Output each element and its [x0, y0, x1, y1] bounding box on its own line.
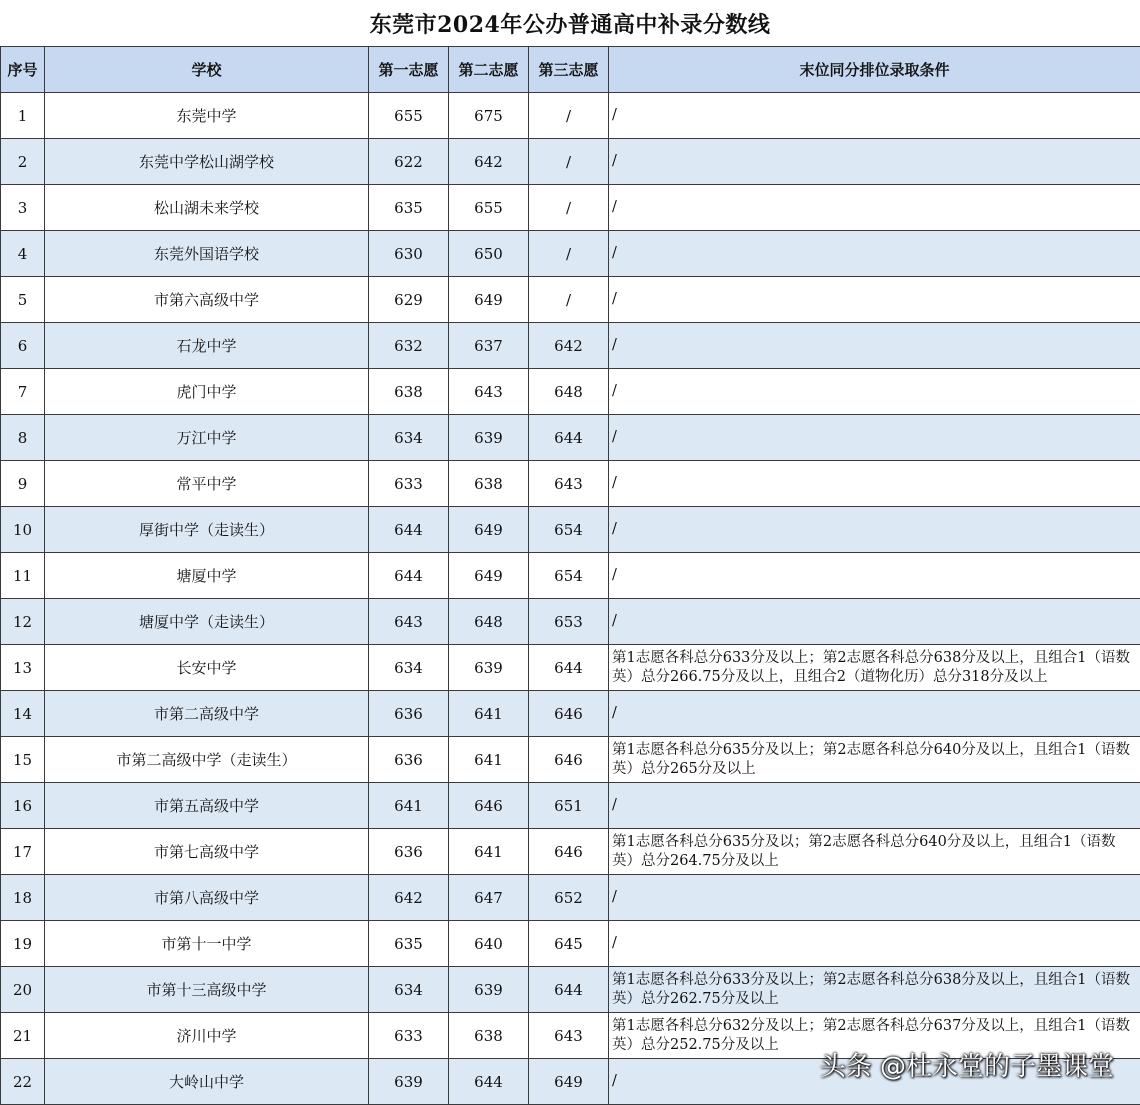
- header-row: [1, 47, 1140, 93]
- cell-tiebreak-condition: 第1志愿各科总分635分及以上；第2志愿各科总分640分及以上，且组合1（语数英）总分265分及以上: [609, 737, 1140, 783]
- cell-tiebreak-condition: /: [609, 1059, 1140, 1105]
- cell-index: 16: [1, 783, 45, 829]
- cell-index: 18: [1, 875, 45, 921]
- cell-choice-1: 655: [369, 93, 449, 139]
- cell-tiebreak-condition: /: [609, 691, 1140, 737]
- cell-tiebreak-condition: /: [609, 921, 1140, 967]
- header-tiebreak-condition: 末位同分排位录取条件: [609, 47, 1140, 93]
- table-row: [1, 231, 1140, 277]
- cell-choice-2: 637: [449, 323, 529, 369]
- cell-index: 11: [1, 553, 45, 599]
- cell-choice-3: 651: [529, 783, 609, 829]
- table-row: [1, 691, 1140, 737]
- cell-index: 17: [1, 829, 45, 875]
- cell-index: 2: [1, 139, 45, 185]
- cell-choice-2: 641: [449, 691, 529, 737]
- cell-choice-2: 649: [449, 507, 529, 553]
- cell-choice-3: /: [529, 231, 609, 277]
- cell-index: 3: [1, 185, 45, 231]
- cell-choice-1: 644: [369, 507, 449, 553]
- cell-choice-1: 634: [369, 645, 449, 691]
- cell-choice-3: 642: [529, 323, 609, 369]
- cell-choice-3: 653: [529, 599, 609, 645]
- table-row: [1, 139, 1140, 185]
- cell-choice-1: 638: [369, 369, 449, 415]
- cell-school: 松山湖未来学校: [45, 185, 369, 231]
- cell-choice-3: 644: [529, 967, 609, 1013]
- cell-school: 济川中学: [45, 1013, 369, 1059]
- table-row: [1, 599, 1140, 645]
- table-row: [1, 783, 1140, 829]
- cell-tiebreak-condition: /: [609, 875, 1140, 921]
- cell-school: 市第十三高级中学: [45, 967, 369, 1013]
- cell-school: 大岭山中学: [45, 1059, 369, 1105]
- table-row: [1, 415, 1140, 461]
- cell-choice-1: 641: [369, 783, 449, 829]
- cell-choice-2: 655: [449, 185, 529, 231]
- cell-school: 塘厦中学（走读生）: [45, 599, 369, 645]
- cell-choice-3: 654: [529, 553, 609, 599]
- cell-school: 常平中学: [45, 461, 369, 507]
- cell-school: 市第八高级中学: [45, 875, 369, 921]
- table-row: [1, 875, 1140, 921]
- cell-choice-3: 646: [529, 829, 609, 875]
- cell-tiebreak-condition: /: [609, 323, 1140, 369]
- cell-choice-1: 636: [369, 691, 449, 737]
- cell-index: 22: [1, 1059, 45, 1105]
- cell-choice-3: 643: [529, 1013, 609, 1059]
- cell-tiebreak-condition: /: [609, 231, 1140, 277]
- cell-choice-3: /: [529, 93, 609, 139]
- cell-choice-2: 646: [449, 783, 529, 829]
- cell-school: 市第七高级中学: [45, 829, 369, 875]
- cell-choice-2: 650: [449, 231, 529, 277]
- watermark-text: 头条 @杜永堂的子墨课堂: [819, 1052, 1114, 1082]
- cell-choice-2: 639: [449, 967, 529, 1013]
- header-choice-2: 第二志愿: [449, 47, 529, 93]
- cell-tiebreak-condition: /: [609, 185, 1140, 231]
- cell-school: 市第十一中学: [45, 921, 369, 967]
- cell-choice-2: 647: [449, 875, 529, 921]
- cell-choice-3: 654: [529, 507, 609, 553]
- cell-index: 19: [1, 921, 45, 967]
- cell-choice-2: 644: [449, 1059, 529, 1105]
- cell-tiebreak-condition: /: [609, 507, 1140, 553]
- cell-choice-3: 644: [529, 645, 609, 691]
- cell-choice-2: 643: [449, 369, 529, 415]
- cell-school: 东莞中学: [45, 93, 369, 139]
- table-title: 东莞市2024年公办普通高中补录分数线: [369, 11, 771, 38]
- cell-index: 20: [1, 967, 45, 1013]
- cell-choice-1: 629: [369, 277, 449, 323]
- cell-choice-1: 635: [369, 185, 449, 231]
- cell-tiebreak-condition: /: [609, 461, 1140, 507]
- cell-tiebreak-condition: 第1志愿各科总分635分及以；第2志愿各科总分640分及以上，且组合1（语数英）总分264.75分及以上: [609, 829, 1140, 875]
- cell-index: 5: [1, 277, 45, 323]
- cell-choice-3: 643: [529, 461, 609, 507]
- cell-tiebreak-condition: /: [609, 553, 1140, 599]
- table-row: [1, 553, 1140, 599]
- cell-choice-3: 645: [529, 921, 609, 967]
- header-school: 学校: [45, 47, 369, 93]
- cell-choice-1: 632: [369, 323, 449, 369]
- score-table: [0, 46, 1140, 1105]
- cell-tiebreak-condition: 第1志愿各科总分632分及以上；第2志愿各科总分637分及以上，且组合1（语数英）总分252.75分及以上: [609, 1013, 1140, 1059]
- cell-school: 虎门中学: [45, 369, 369, 415]
- cell-choice-2: 649: [449, 277, 529, 323]
- cell-tiebreak-condition: /: [609, 415, 1140, 461]
- table-body: [1, 93, 1140, 1105]
- cell-choice-2: 639: [449, 645, 529, 691]
- cell-choice-3: 649: [529, 1059, 609, 1105]
- cell-school: 市第二高级中学（走读生）: [45, 737, 369, 783]
- cell-choice-2: 649: [449, 553, 529, 599]
- cell-index: 13: [1, 645, 45, 691]
- cell-choice-2: 638: [449, 461, 529, 507]
- cell-school: 万江中学: [45, 415, 369, 461]
- cell-choice-1: 633: [369, 1013, 449, 1059]
- cell-index: 12: [1, 599, 45, 645]
- cell-choice-1: 622: [369, 139, 449, 185]
- cell-choice-3: 652: [529, 875, 609, 921]
- cell-choice-2: 641: [449, 829, 529, 875]
- cell-choice-1: 642: [369, 875, 449, 921]
- table-row: [1, 93, 1140, 139]
- cell-choice-2: 675: [449, 93, 529, 139]
- cell-choice-3: 646: [529, 737, 609, 783]
- cell-index: 9: [1, 461, 45, 507]
- cell-choice-1: 643: [369, 599, 449, 645]
- cell-school: 市第二高级中学: [45, 691, 369, 737]
- cell-school: 市第五高级中学: [45, 783, 369, 829]
- cell-index: 6: [1, 323, 45, 369]
- cell-school: 长安中学: [45, 645, 369, 691]
- cell-school: 厚街中学（走读生）: [45, 507, 369, 553]
- cell-index: 14: [1, 691, 45, 737]
- cell-tiebreak-condition: /: [609, 139, 1140, 185]
- cell-choice-1: 644: [369, 553, 449, 599]
- cell-index: 1: [1, 93, 45, 139]
- table-row: [1, 185, 1140, 231]
- cell-choice-3: /: [529, 277, 609, 323]
- cell-school: 东莞外国语学校: [45, 231, 369, 277]
- cell-index: 21: [1, 1013, 45, 1059]
- cell-choice-2: 639: [449, 415, 529, 461]
- header-choice-3: 第三志愿: [529, 47, 609, 93]
- table-row: [1, 507, 1140, 553]
- cell-choice-2: 641: [449, 737, 529, 783]
- cell-index: 7: [1, 369, 45, 415]
- cell-index: 4: [1, 231, 45, 277]
- cell-choice-1: 636: [369, 829, 449, 875]
- cell-choice-1: 634: [369, 967, 449, 1013]
- cell-school: 塘厦中学: [45, 553, 369, 599]
- table-row: [1, 921, 1140, 967]
- cell-index: 8: [1, 415, 45, 461]
- cell-tiebreak-condition: 第1志愿各科总分633分及以上；第2志愿各科总分638分及以上，且组合1（语数英）总分262.75分及以上: [609, 967, 1140, 1013]
- cell-index: 10: [1, 507, 45, 553]
- header-choice-1: 第一志愿: [369, 47, 449, 93]
- cell-choice-1: 636: [369, 737, 449, 783]
- cell-choice-1: 633: [369, 461, 449, 507]
- table-row: [1, 967, 1140, 1013]
- header-index: 序号: [1, 47, 45, 93]
- cell-tiebreak-condition: /: [609, 93, 1140, 139]
- cell-choice-1: 630: [369, 231, 449, 277]
- cell-choice-2: 638: [449, 1013, 529, 1059]
- cell-index: 15: [1, 737, 45, 783]
- table-row: [1, 323, 1140, 369]
- cell-choice-2: 640: [449, 921, 529, 967]
- table-row: [1, 737, 1140, 783]
- cell-choice-1: 639: [369, 1059, 449, 1105]
- table-row: [1, 645, 1140, 691]
- cell-choice-3: 648: [529, 369, 609, 415]
- cell-choice-1: 635: [369, 921, 449, 967]
- table-row: [1, 829, 1140, 875]
- cell-choice-2: 642: [449, 139, 529, 185]
- cell-tiebreak-condition: /: [609, 783, 1140, 829]
- cell-tiebreak-condition: 第1志愿各科总分633分及以上；第2志愿各科总分638分及以上，且组合1（语数英）总分266.75分及以上，且组合2（道物化历）总分318分及以上: [609, 645, 1140, 691]
- cell-choice-3: 644: [529, 415, 609, 461]
- cell-tiebreak-condition: /: [609, 369, 1140, 415]
- cell-choice-3: 646: [529, 691, 609, 737]
- cell-choice-3: /: [529, 139, 609, 185]
- table-row: [1, 369, 1140, 415]
- cell-choice-3: /: [529, 185, 609, 231]
- cell-tiebreak-condition: /: [609, 599, 1140, 645]
- table-row: [1, 461, 1140, 507]
- cell-tiebreak-condition: /: [609, 277, 1140, 323]
- cell-choice-2: 648: [449, 599, 529, 645]
- table-row: [1, 277, 1140, 323]
- cell-school: 石龙中学: [45, 323, 369, 369]
- cell-school: 市第六高级中学: [45, 277, 369, 323]
- cell-choice-1: 634: [369, 415, 449, 461]
- cell-school: 东莞中学松山湖学校: [45, 139, 369, 185]
